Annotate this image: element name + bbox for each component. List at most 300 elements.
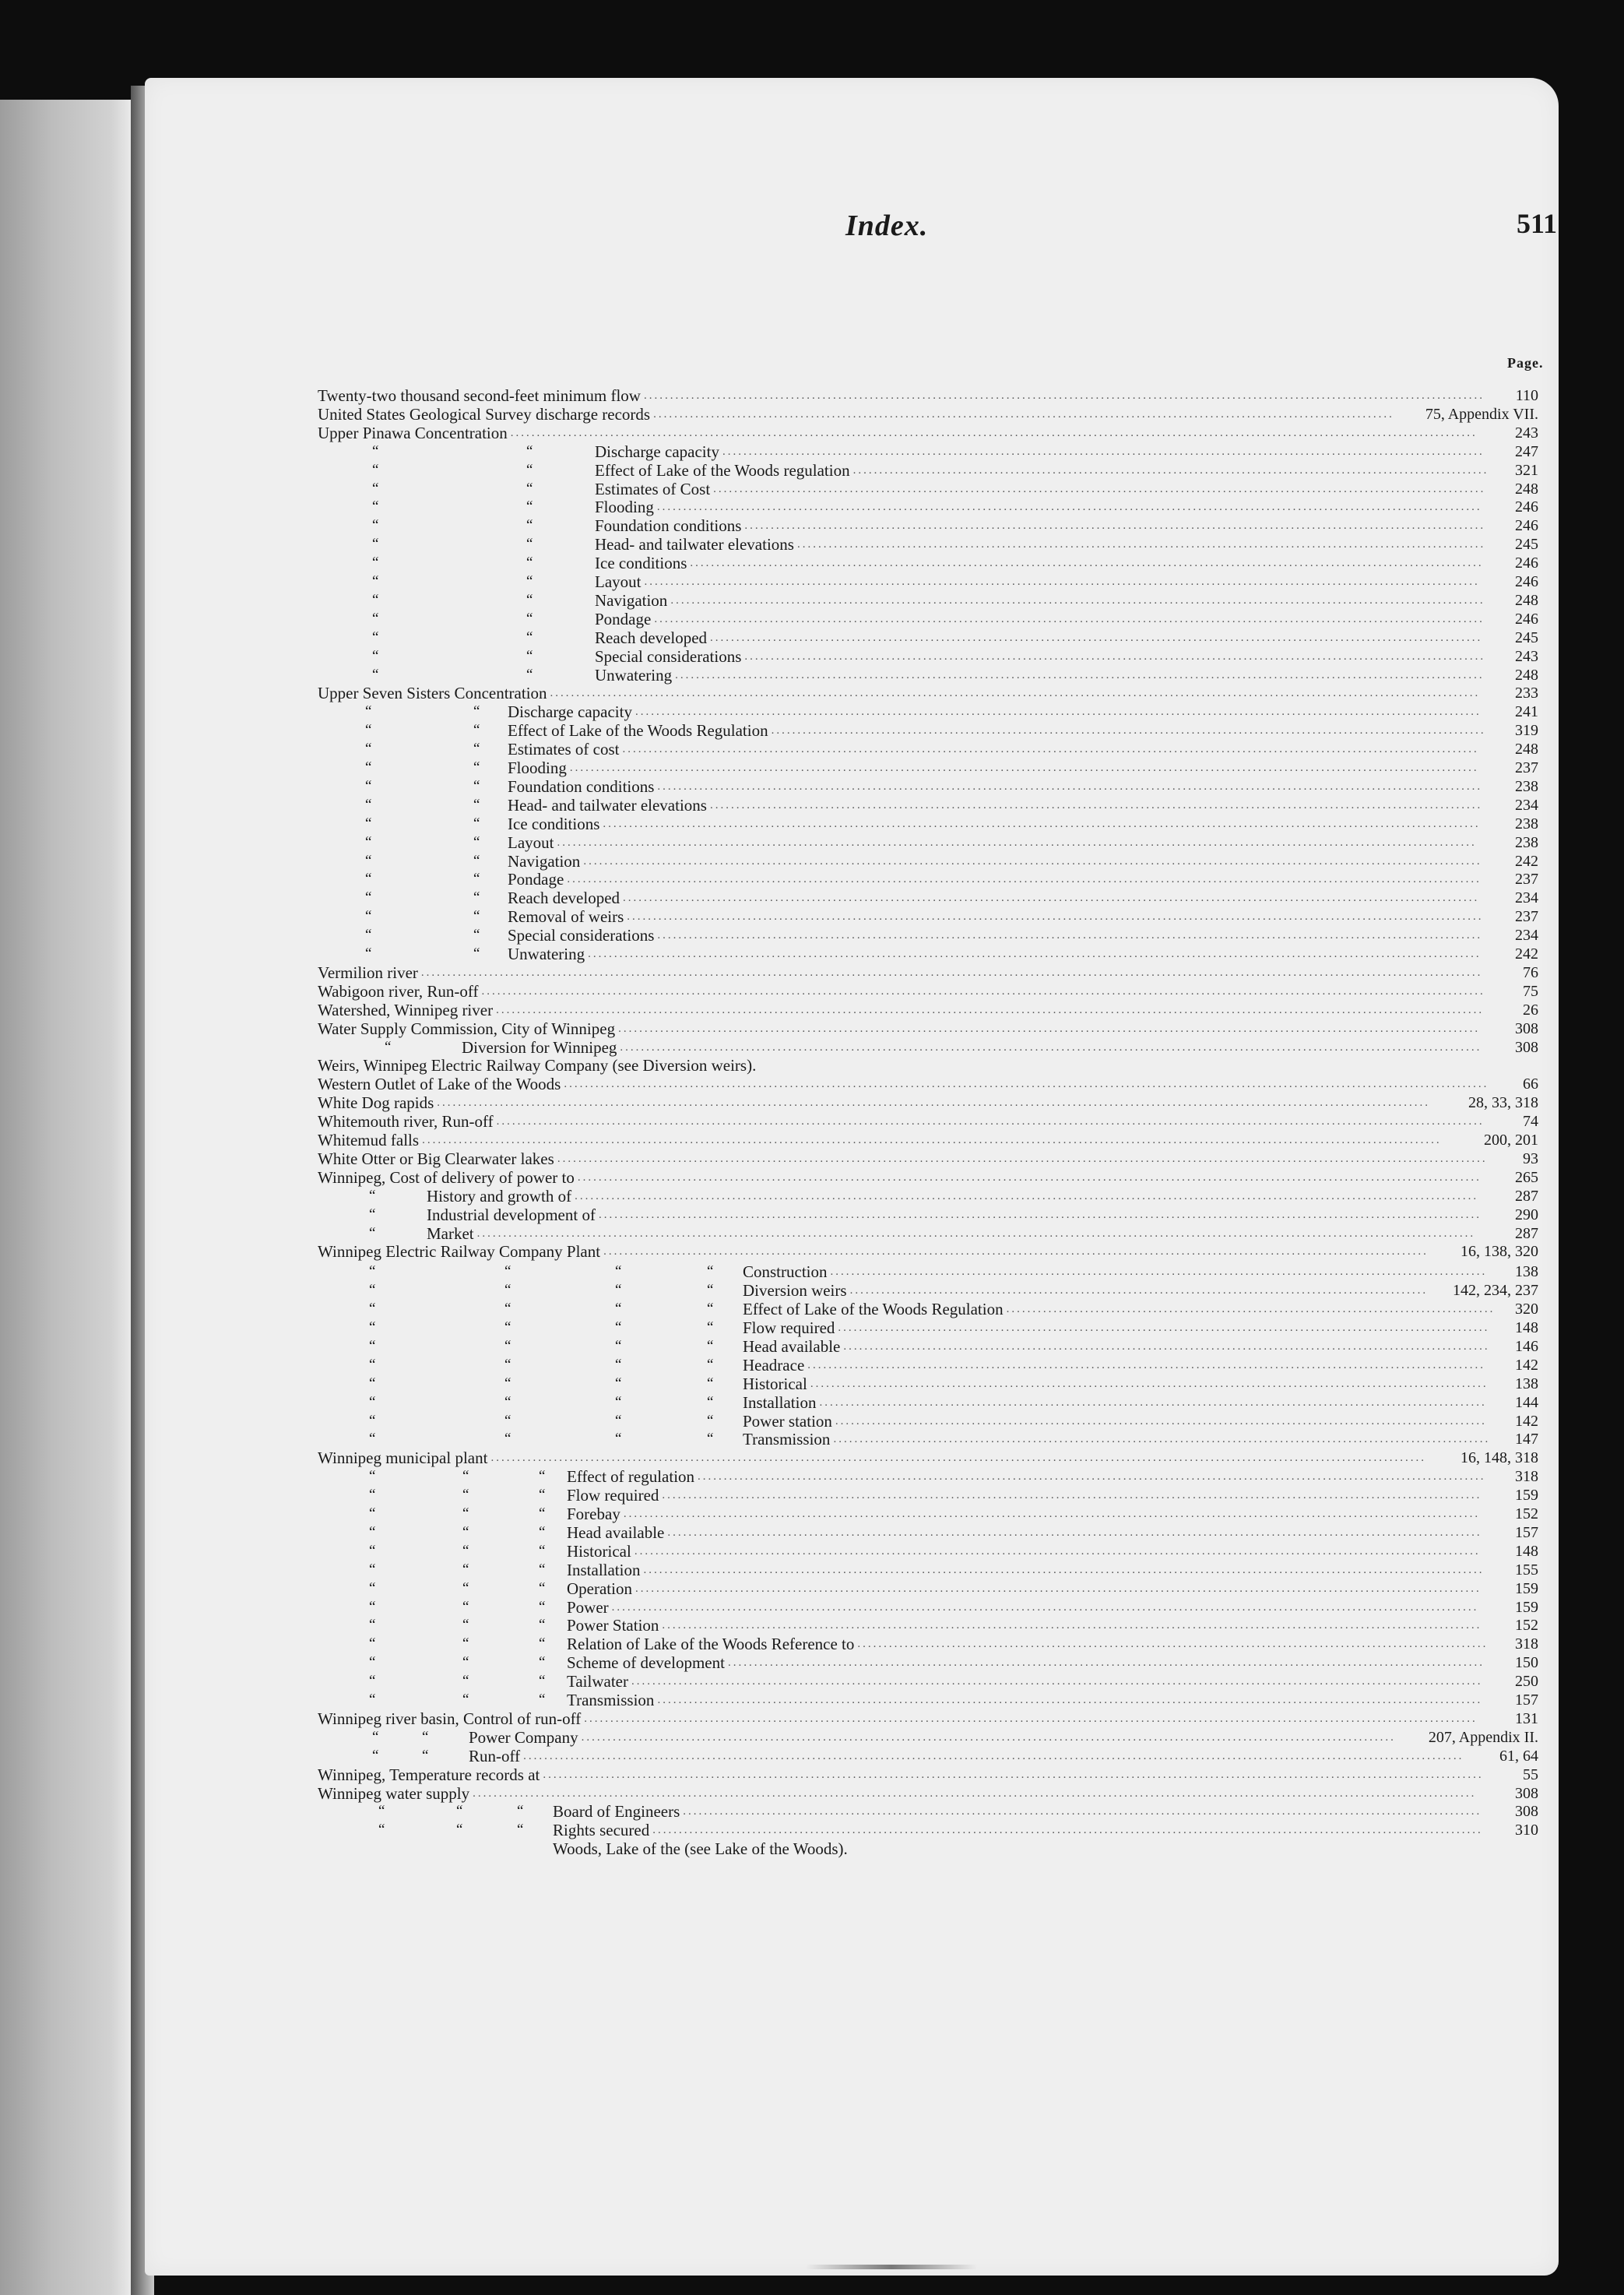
ditto-mark: “ bbox=[473, 741, 480, 758]
entry-label: Head available bbox=[567, 1522, 665, 1542]
index-entry bbox=[145, 666, 1559, 685]
dot-leader: ............................................................................................................................................................ bbox=[662, 1489, 1482, 1502]
dot-leader: .............................................................................................................................................................................. bbox=[567, 873, 1482, 886]
dot-leader: ................................................................................................................................................................. bbox=[634, 1582, 1482, 1595]
index-entry bbox=[145, 1672, 1559, 1691]
ditto-mark: “ bbox=[539, 1635, 546, 1653]
entry-page-ref: 247 bbox=[1515, 442, 1538, 460]
dot-leader: ............................................................................................................................................................. bbox=[603, 1245, 1429, 1258]
entry-label: Headrace bbox=[743, 1355, 805, 1375]
ditto-mark: “ bbox=[372, 442, 379, 459]
entry-page-ref: 248 bbox=[1515, 591, 1538, 609]
entry-page-ref: 150 bbox=[1515, 1654, 1538, 1672]
index-entry bbox=[145, 982, 1559, 1001]
ditto-mark: “ bbox=[526, 461, 533, 478]
entry-label: Power Station bbox=[567, 1616, 659, 1635]
entry-page-ref: 110 bbox=[1515, 387, 1538, 404]
ditto-mark: “ bbox=[372, 480, 379, 497]
dot-leader: ................................................................................................................................................................... bbox=[627, 910, 1484, 924]
index-entry bbox=[145, 1616, 1559, 1635]
entry-label: Head available bbox=[743, 1336, 841, 1356]
ditto-mark: “ bbox=[615, 1375, 622, 1392]
ditto-mark: “ bbox=[372, 554, 379, 572]
ditto-mark: “ bbox=[615, 1282, 622, 1299]
ditto-mark: “ bbox=[365, 908, 372, 925]
ditto-mark: “ bbox=[473, 852, 480, 869]
entry-page-ref: 159 bbox=[1515, 1579, 1538, 1597]
entry-label: Twenty-two thousand second-feet minimum flow bbox=[318, 386, 641, 405]
entry-page-ref: 55 bbox=[1523, 1765, 1538, 1783]
entry-label: Effect of Lake of the Woods Regulation bbox=[508, 721, 768, 741]
entry-label: Board of Engineers bbox=[553, 1802, 680, 1822]
index-entry bbox=[145, 1784, 1559, 1803]
ditto-mark: “ bbox=[365, 796, 372, 813]
ditto-mark: “ bbox=[372, 591, 379, 608]
ditto-mark: “ bbox=[369, 1468, 376, 1485]
ditto-mark: “ bbox=[369, 1263, 376, 1280]
ditto-mark: “ bbox=[526, 628, 533, 646]
index-page bbox=[145, 78, 1559, 2276]
entry-page-ref: 75 bbox=[1523, 982, 1538, 1000]
entry-page-ref: 61, 64 bbox=[1499, 1747, 1538, 1765]
index-entry bbox=[145, 535, 1559, 554]
ditto-mark: “ bbox=[369, 1187, 376, 1204]
dot-leader: ....................................................................................................................................................................... bbox=[603, 817, 1481, 830]
index-entry bbox=[145, 1131, 1559, 1149]
index-entry bbox=[145, 1486, 1559, 1505]
index-entry bbox=[145, 1262, 1559, 1281]
entry-label: Installation bbox=[743, 1392, 817, 1412]
entry-page-ref: 318 bbox=[1515, 1468, 1538, 1486]
index-entry bbox=[145, 907, 1559, 926]
entry-page-ref: 308 bbox=[1515, 1803, 1538, 1821]
entry-page-ref: 138 bbox=[1515, 1263, 1538, 1281]
dot-leader: ............................................................................................................................................................. bbox=[656, 501, 1482, 514]
entry-page-ref: 148 bbox=[1515, 1319, 1538, 1336]
entry-label: Winnipeg water supply bbox=[318, 1783, 470, 1803]
entry-label: Power bbox=[567, 1597, 609, 1617]
entry-page-ref: 75, Appendix VII. bbox=[1425, 405, 1538, 423]
entry-page-ref: 131 bbox=[1515, 1709, 1538, 1727]
ditto-mark: “ bbox=[539, 1691, 546, 1708]
dot-leader: ............................................................................................................................................................. bbox=[657, 1694, 1483, 1706]
ditto-mark: “ bbox=[365, 945, 372, 962]
page-title: Index. bbox=[845, 209, 929, 242]
index-entry bbox=[145, 1821, 1559, 1839]
entry-page-ref: 242 bbox=[1515, 852, 1538, 870]
entry-page-ref: 310 bbox=[1515, 1822, 1538, 1839]
index-entry bbox=[145, 1281, 1559, 1300]
entry-page-ref: 237 bbox=[1515, 759, 1538, 776]
ditto-mark: “ bbox=[473, 815, 480, 832]
index-entry bbox=[145, 759, 1559, 777]
entry-label: Diversion weirs bbox=[743, 1281, 847, 1301]
dot-leader: ................................................................................................................................................ bbox=[727, 1656, 1485, 1670]
entry-page-ref: 234 bbox=[1515, 927, 1538, 945]
entry-label: Construction bbox=[743, 1262, 828, 1282]
index-entry bbox=[145, 684, 1559, 702]
entry-label: Unwatering bbox=[508, 945, 585, 963]
index-entry bbox=[145, 1430, 1559, 1448]
entry-page-ref: 234 bbox=[1515, 796, 1538, 814]
index-entry bbox=[145, 1093, 1559, 1112]
left-facing-page bbox=[0, 100, 131, 2295]
ditto-mark: “ bbox=[365, 759, 372, 776]
index-entry bbox=[145, 386, 1559, 405]
ditto-mark: “ bbox=[369, 1206, 376, 1223]
index-entry bbox=[145, 1523, 1559, 1542]
entry-label: Flooding bbox=[595, 498, 654, 517]
dot-leader: ............................................................................................................................................................... bbox=[644, 576, 1480, 588]
entry-page-ref: 318 bbox=[1515, 1635, 1538, 1653]
entry-page-ref: 321 bbox=[1515, 461, 1538, 479]
dot-leader: .................................................................................................................................................................. bbox=[631, 1675, 1483, 1688]
ditto-mark: “ bbox=[504, 1263, 511, 1280]
dot-leader: ............................................................................................................................................................ bbox=[662, 1619, 1482, 1632]
dot-leader: ........................................................................................................................................................... bbox=[581, 1730, 1396, 1744]
dot-leader: ........................................................................................................................................ bbox=[771, 724, 1486, 737]
entry-page-ref: 245 bbox=[1515, 536, 1538, 554]
dot-leader: ............................................................................................................................ bbox=[835, 1414, 1487, 1427]
ditto-mark: “ bbox=[369, 1301, 376, 1318]
dot-leader: ................................................................................................................................. bbox=[810, 1377, 1489, 1390]
dot-leader: .......................................................................................................................................................................... bbox=[588, 948, 1482, 960]
index-entries bbox=[145, 78, 1559, 2276]
entry-label: Effect of Lake of the Woods regulation bbox=[595, 460, 850, 480]
entry-label: Discharge capacity bbox=[595, 442, 719, 461]
dot-leader: ........................................................................................................................................................................ bbox=[598, 1208, 1482, 1221]
index-entry bbox=[145, 1038, 1559, 1057]
entry-label: Unwatering bbox=[595, 665, 673, 685]
entry-page-ref: 238 bbox=[1515, 815, 1538, 832]
index-entry bbox=[145, 1635, 1559, 1653]
ditto-mark: “ bbox=[473, 927, 480, 944]
ditto-mark: “ bbox=[539, 1673, 546, 1690]
ditto-mark: “ bbox=[707, 1301, 714, 1318]
entry-page-ref: 234 bbox=[1515, 889, 1538, 907]
index-entry bbox=[145, 815, 1559, 833]
ditto-mark: “ bbox=[539, 1561, 546, 1578]
ditto-mark: “ bbox=[378, 1822, 385, 1839]
index-entry bbox=[145, 702, 1559, 721]
entry-label: Rights secured bbox=[553, 1821, 650, 1840]
ditto-mark: “ bbox=[615, 1431, 622, 1448]
ditto-mark: “ bbox=[365, 871, 372, 888]
ditto-mark: “ bbox=[504, 1337, 511, 1354]
ditto-mark: “ bbox=[539, 1468, 546, 1485]
ditto-mark: “ bbox=[369, 1356, 376, 1373]
index-entry bbox=[145, 1747, 1559, 1765]
entry-page-ref: 142, 234, 237 bbox=[1453, 1282, 1538, 1300]
dot-leader: ............................................................................................................................................................................ bbox=[575, 1189, 1479, 1202]
film-scratch bbox=[806, 2265, 977, 2269]
ditto-mark: “ bbox=[369, 1431, 376, 1448]
entry-page-ref: 265 bbox=[1515, 1168, 1538, 1186]
entry-page-ref: 74 bbox=[1523, 1113, 1538, 1131]
entry-page-ref: 16, 138, 320 bbox=[1461, 1243, 1538, 1261]
entry-label: Winnipeg, Temperature records at bbox=[318, 1765, 540, 1784]
dot-leader: .................................................................................................................................................................................. bbox=[490, 1452, 1426, 1465]
entry-label: Historical bbox=[567, 1541, 631, 1561]
ditto-mark: “ bbox=[369, 1542, 376, 1559]
dot-leader: ................................................................................................................................................................................... bbox=[523, 1749, 1464, 1762]
ditto-mark: “ bbox=[372, 517, 379, 534]
entry-page-ref: 238 bbox=[1515, 777, 1538, 795]
ditto-mark: “ bbox=[369, 1487, 376, 1504]
dot-leader: ................................................................................................................................... bbox=[796, 538, 1486, 551]
entry-page-ref: 308 bbox=[1515, 1038, 1538, 1056]
ditto-mark: “ bbox=[365, 741, 372, 758]
index-entry bbox=[145, 1448, 1559, 1467]
dot-leader: ................................................................................................................................................................................. bbox=[557, 1152, 1488, 1165]
entry-label: Historical bbox=[743, 1374, 807, 1393]
index-entry bbox=[145, 405, 1559, 424]
dot-leader: ........................................................................................................................................................... bbox=[670, 593, 1485, 607]
entry-page-ref: 138 bbox=[1515, 1375, 1538, 1392]
ditto-mark: “ bbox=[539, 1579, 546, 1596]
entry-page-ref: 246 bbox=[1515, 573, 1538, 590]
index-entry bbox=[145, 963, 1559, 982]
entry-label: History and growth of bbox=[427, 1186, 572, 1206]
entry-page-ref: 146 bbox=[1515, 1337, 1538, 1355]
ditto-mark: “ bbox=[372, 1728, 379, 1745]
ditto-mark: “ bbox=[369, 1691, 376, 1708]
dot-leader: ....................................................................................................................................................... bbox=[690, 557, 1484, 570]
ditto-mark: “ bbox=[369, 1375, 376, 1392]
entry-label: Estimates of Cost bbox=[595, 479, 711, 498]
ditto-mark: “ bbox=[462, 1468, 469, 1485]
entry-page-ref: 200, 201 bbox=[1484, 1132, 1538, 1149]
entry-label: Winnipeg municipal plant bbox=[318, 1448, 488, 1468]
index-entry bbox=[145, 1224, 1559, 1243]
entry-label: Winnipeg, Cost of delivery of power to bbox=[318, 1167, 575, 1187]
ditto-mark: “ bbox=[539, 1505, 546, 1522]
dot-leader: ............................................................................................................................... bbox=[819, 1396, 1487, 1409]
dot-leader: ................................................................................................................................................... bbox=[710, 631, 1483, 644]
ditto-mark: “ bbox=[539, 1542, 546, 1559]
dot-leader: ............................................................................................................................................. bbox=[744, 519, 1486, 533]
ditto-mark: “ bbox=[369, 1579, 376, 1596]
dot-leader: ...................................................................................................................................................... bbox=[698, 1470, 1486, 1484]
ditto-mark: “ bbox=[473, 777, 480, 794]
entry-label: Transmission bbox=[567, 1691, 655, 1709]
entry-label: Power station bbox=[743, 1411, 832, 1431]
entry-label: White Otter or Big Clearwater lakes bbox=[318, 1149, 554, 1168]
ditto-mark: “ bbox=[422, 1747, 429, 1764]
index-entry bbox=[145, 610, 1559, 628]
ditto-mark: “ bbox=[526, 517, 533, 534]
entry-label: Effect of Lake of the Woods Regulation bbox=[743, 1300, 1004, 1319]
index-entry bbox=[145, 1356, 1559, 1375]
dot-leader: ............................................................................................................................ bbox=[838, 1322, 1490, 1334]
ditto-mark: “ bbox=[369, 1673, 376, 1690]
ditto-mark: “ bbox=[615, 1337, 622, 1354]
entry-label: Wabigoon river, Run-off bbox=[318, 981, 479, 1001]
ditto-mark: “ bbox=[372, 628, 379, 646]
entry-label: Woods, Lake of the (see Lake of the Woods). bbox=[553, 1839, 848, 1859]
ditto-mark: “ bbox=[372, 461, 379, 478]
index-entry bbox=[145, 1393, 1559, 1412]
ditto-mark: “ bbox=[462, 1487, 469, 1504]
index-entry bbox=[145, 1728, 1559, 1747]
ditto-mark: “ bbox=[526, 573, 533, 590]
ditto-mark: “ bbox=[369, 1282, 376, 1299]
entry-label: Head- and tailwater elevations bbox=[595, 535, 794, 554]
ditto-mark: “ bbox=[615, 1319, 622, 1336]
entry-page-ref: 308 bbox=[1515, 1019, 1538, 1037]
entry-label: Ice conditions bbox=[508, 814, 600, 833]
entry-page-ref: 207, Appendix II. bbox=[1428, 1728, 1538, 1746]
entry-label: Operation bbox=[567, 1579, 632, 1598]
dot-leader: ................................................................................................................................................................... bbox=[623, 892, 1480, 905]
ditto-mark: “ bbox=[462, 1654, 469, 1671]
entry-label: Relation of Lake of the Woods Reference to bbox=[567, 1635, 855, 1654]
entry-page-ref: 248 bbox=[1515, 666, 1538, 684]
entry-page-ref: 237 bbox=[1515, 908, 1538, 926]
ditto-mark: “ bbox=[372, 1747, 379, 1764]
ditto-mark: “ bbox=[462, 1523, 469, 1540]
ditto-mark: “ bbox=[385, 1038, 392, 1055]
ditto-mark: “ bbox=[504, 1375, 511, 1392]
index-entry bbox=[145, 1149, 1559, 1168]
dot-leader: ............................................................................................................................................................................................ bbox=[496, 1115, 1485, 1128]
entry-page-ref: 148 bbox=[1515, 1542, 1538, 1560]
entry-label: Scheme of development bbox=[567, 1653, 725, 1673]
ditto-mark: “ bbox=[365, 703, 372, 720]
entry-label: Special considerations bbox=[508, 926, 655, 945]
ditto-mark: “ bbox=[615, 1301, 622, 1318]
entry-page-ref: 93 bbox=[1523, 1149, 1538, 1167]
entry-label: Reach developed bbox=[508, 889, 620, 908]
entry-label: Head- and tailwater elevations bbox=[508, 795, 707, 815]
ditto-mark: “ bbox=[473, 945, 480, 962]
entry-label: Tailwater bbox=[567, 1672, 628, 1691]
index-entry bbox=[145, 1300, 1559, 1318]
index-entry bbox=[145, 1579, 1559, 1598]
index-entry bbox=[145, 1112, 1559, 1131]
entry-label: Upper Seven Sisters Concentration bbox=[318, 684, 547, 703]
dot-leader: ........................................................................................................................................................................................ bbox=[510, 426, 1478, 439]
index-entry bbox=[145, 1206, 1559, 1224]
entry-page-ref: 237 bbox=[1515, 871, 1538, 889]
dot-leader: ................................................................................................................................................................... bbox=[622, 743, 1479, 756]
entry-label: Diversion for Winnipeg bbox=[462, 1037, 617, 1057]
ditto-mark: “ bbox=[504, 1431, 511, 1448]
index-entry bbox=[145, 1542, 1559, 1561]
entry-label: Special considerations bbox=[595, 646, 742, 666]
index-entry bbox=[145, 1318, 1559, 1337]
index-entry bbox=[145, 554, 1559, 572]
index-entry bbox=[145, 796, 1559, 815]
ditto-mark: “ bbox=[369, 1598, 376, 1615]
entry-label: Pondage bbox=[508, 870, 564, 889]
index-entry bbox=[145, 1467, 1559, 1486]
index-entry bbox=[145, 870, 1559, 889]
ditto-mark: “ bbox=[462, 1673, 469, 1690]
ditto-mark: “ bbox=[615, 1412, 622, 1429]
entry-page-ref: 248 bbox=[1515, 741, 1538, 759]
ditto-mark: “ bbox=[707, 1431, 714, 1448]
ditto-mark: “ bbox=[473, 703, 480, 720]
dot-leader: .......................................................................................................................................................................................................... bbox=[420, 966, 1483, 979]
ditto-mark: “ bbox=[707, 1356, 714, 1373]
ditto-mark: “ bbox=[615, 1263, 622, 1280]
ditto-mark: “ bbox=[707, 1375, 714, 1392]
entry-page-ref: 241 bbox=[1515, 703, 1538, 721]
index-entry bbox=[145, 1598, 1559, 1617]
dot-leader: ................................................................................................................................................................................ bbox=[564, 1078, 1489, 1091]
dot-leader: ................................................................................................................................................... bbox=[709, 798, 1483, 811]
ditto-mark: “ bbox=[369, 1337, 376, 1354]
index-entry bbox=[145, 1075, 1559, 1093]
ditto-mark: “ bbox=[365, 927, 372, 944]
index-entry bbox=[145, 721, 1559, 740]
entry-page-ref: 246 bbox=[1515, 517, 1538, 535]
entry-label: Forebay bbox=[567, 1505, 620, 1523]
dot-leader: ................................................................................................................................................... bbox=[713, 482, 1486, 495]
dot-leader: .............................................................................................................................................................. bbox=[652, 1824, 1483, 1837]
entry-page-ref: 142 bbox=[1515, 1356, 1538, 1374]
entry-page-ref: 248 bbox=[1515, 480, 1538, 498]
dot-leader: ............................................................................................................................................................................... bbox=[557, 836, 1477, 849]
ditto-mark: “ bbox=[422, 1728, 429, 1745]
entry-label: Industrial development of bbox=[427, 1205, 596, 1224]
entry-page-ref: 287 bbox=[1515, 1224, 1538, 1242]
ditto-mark: “ bbox=[372, 573, 379, 590]
ditto-mark: “ bbox=[539, 1598, 546, 1615]
entry-page-ref: 242 bbox=[1515, 945, 1538, 963]
entry-label: Layout bbox=[595, 572, 642, 591]
entry-label: Foundation conditions bbox=[508, 776, 655, 796]
dot-leader: ................................................................................................................................................................ bbox=[643, 389, 1485, 402]
dot-leader: ............................................................................................................................................................................................. bbox=[437, 1096, 1431, 1110]
index-entry bbox=[145, 1337, 1559, 1356]
entry-label: Layout bbox=[508, 832, 554, 852]
index-entry bbox=[145, 740, 1559, 759]
ditto-mark: “ bbox=[372, 666, 379, 683]
ditto-mark: “ bbox=[504, 1319, 511, 1336]
index-entry bbox=[145, 628, 1559, 647]
ditto-mark: “ bbox=[369, 1412, 376, 1429]
entry-page-ref: 157 bbox=[1515, 1523, 1538, 1541]
entry-label: Western Outlet of Lake of the Woods bbox=[318, 1075, 561, 1094]
ditto-mark: “ bbox=[526, 498, 533, 516]
index-entry bbox=[145, 945, 1559, 963]
index-entry bbox=[145, 1056, 1559, 1075]
dot-leader: ................................................................................................................................. bbox=[807, 1358, 1486, 1371]
dot-leader: ................................................................................................................................................................. bbox=[634, 706, 1482, 719]
ditto-mark: “ bbox=[378, 1803, 385, 1820]
ditto-mark: “ bbox=[526, 536, 533, 553]
ditto-mark: “ bbox=[369, 1654, 376, 1671]
entry-label: Power Company bbox=[469, 1727, 578, 1747]
page-column-heading: Page. bbox=[1507, 355, 1544, 371]
entry-label: Foundation conditions bbox=[595, 516, 742, 536]
index-entry bbox=[145, 1839, 1559, 1858]
ditto-mark: “ bbox=[526, 554, 533, 572]
dot-leader: .............................................................................................................................................................................................. bbox=[476, 1227, 1476, 1240]
index-entry bbox=[145, 647, 1559, 666]
dot-leader: ............................................................................................................................. bbox=[833, 1433, 1491, 1446]
entry-label: Weirs, Winnipeg Electric Railway Company (see Diversion weirs). bbox=[318, 1056, 757, 1075]
index-entry bbox=[145, 498, 1559, 516]
ditto-mark: “ bbox=[539, 1617, 546, 1634]
entry-label: Transmission bbox=[743, 1430, 831, 1449]
entry-page-ref: 66 bbox=[1523, 1075, 1538, 1093]
entry-label: Run-off bbox=[469, 1746, 521, 1765]
ditto-mark: “ bbox=[473, 833, 480, 850]
entry-page-ref: 152 bbox=[1515, 1617, 1538, 1635]
